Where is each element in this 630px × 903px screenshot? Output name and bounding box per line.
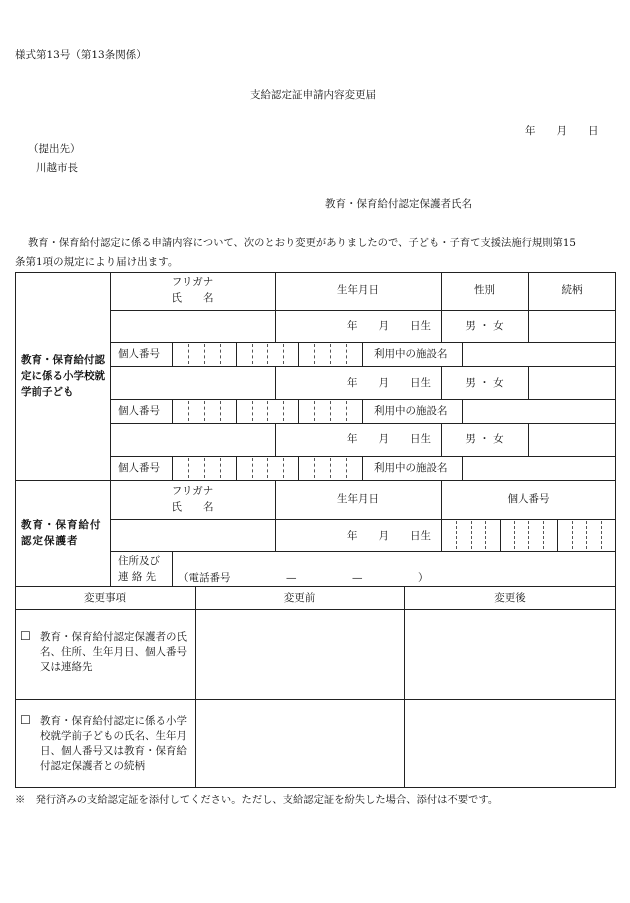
phone-dash-2: — xyxy=(352,572,363,584)
child-3-birthdate[interactable]: 年 月 日生 xyxy=(347,433,431,445)
address-label-2: 連 絡 先 xyxy=(118,571,157,583)
child-3-id-label: 個人番号 xyxy=(118,462,160,474)
intro-line-2: 条第1項の規定により届け出ます。 xyxy=(15,256,179,268)
intro-line-1: 教育・保育給付認定に係る申請内容について、次のとおり変更がありましたので、子ども・子育て支援法施行規則第15 xyxy=(28,237,576,249)
child-2-gender[interactable]: 男 ・ 女 xyxy=(465,377,504,389)
submit-to: 川越市長 xyxy=(36,162,78,174)
guardian-section-label: 教育・保育給付認定保護者 xyxy=(21,519,102,547)
guardian-header-birthdate: 生年月日 xyxy=(337,493,379,505)
child-1-facility-label: 利用中の施設名 xyxy=(374,348,448,360)
phone-label: （電話番号 xyxy=(178,572,231,584)
child-header-name: 氏 名 xyxy=(171,292,214,304)
guardian-birthdate[interactable]: 年 月 日生 xyxy=(347,530,431,542)
child-header-relationship: 続柄 xyxy=(561,284,583,296)
change-2-text: 教育・保育給付認定に係る小学校就学前子どもの氏名、生年月日、個人番号又は教育・保育給付認定保護者との続柄 xyxy=(40,715,187,772)
changes-header-item: 変更事項 xyxy=(84,592,126,604)
child-header-birthdate: 生年月日 xyxy=(337,284,379,296)
changes-header-after: 変更後 xyxy=(494,592,526,604)
phone-dash-1: — xyxy=(286,572,297,584)
change-1-text: 教育・保育給付認定保護者の氏名、住所、生年月日、個人番号又は連絡先 xyxy=(40,631,187,673)
child-3-gender[interactable]: 男 ・ 女 xyxy=(465,433,504,445)
form-number: 様式第13号（第13条関係） xyxy=(15,49,147,61)
change-1-checkbox[interactable]: ☐ xyxy=(20,629,31,643)
child-1-gender[interactable]: 男 ・ 女 xyxy=(465,320,504,332)
child-header-gender: 性別 xyxy=(474,284,495,296)
children-section-label: 教育・保育給付認定に係る小学校就学前子ども xyxy=(21,354,105,398)
child-2-birthdate[interactable]: 年 月 日生 xyxy=(347,377,431,389)
date-field[interactable]: 年 月 日 xyxy=(525,125,599,137)
child-2-id-label: 個人番号 xyxy=(118,405,160,417)
guardian-header-name: 氏 名 xyxy=(171,501,214,513)
child-1-id-label: 個人番号 xyxy=(118,348,160,360)
guardian-header-furigana: フリガナ xyxy=(171,485,214,497)
child-header-furigana: フリガナ xyxy=(171,276,214,288)
submit-to-label: （提出先） xyxy=(28,143,81,155)
address-label-1: 住所及び xyxy=(118,555,160,567)
document-title: 支給認定証申請内容変更届 xyxy=(250,89,376,101)
child-3-facility-label: 利用中の施設名 xyxy=(374,462,448,474)
child-1-birthdate[interactable]: 年 月 日生 xyxy=(347,320,431,332)
child-2-facility-label: 利用中の施設名 xyxy=(374,405,448,417)
guardian-header-id-number: 個人番号 xyxy=(507,493,550,505)
guardian-name-label: 教育・保育給付認定保護者氏名 xyxy=(325,198,472,210)
change-2-checkbox[interactable]: ☐ xyxy=(20,713,31,727)
footnote: ※ 発行済みの支給認定証を添付してください。ただし、支給認定証を紛失した場合、添付は不要です。 xyxy=(15,794,499,806)
phone-close: ） xyxy=(418,572,429,584)
changes-header-before: 変更前 xyxy=(283,592,316,604)
